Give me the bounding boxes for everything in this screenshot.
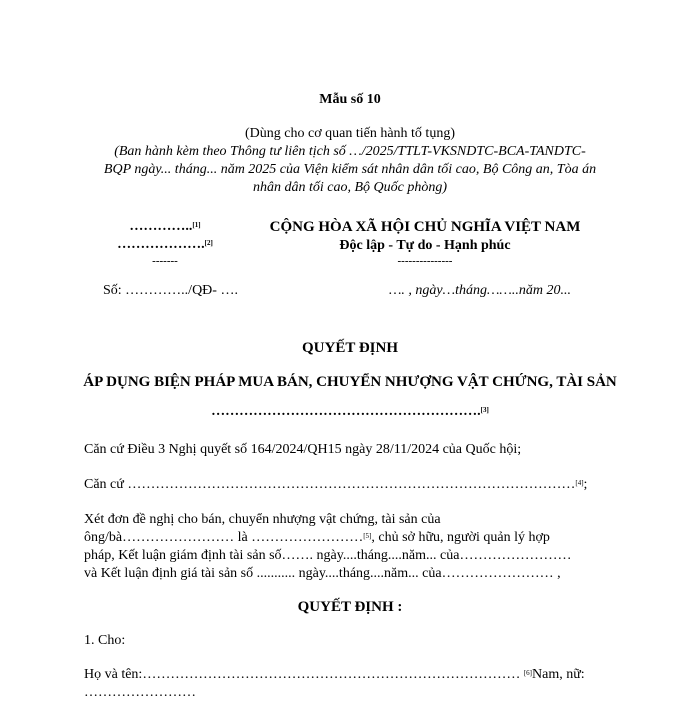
form-number: Mẫu số 10 [319, 92, 381, 107]
consider-line-1: Xét đơn đề nghị cho bán, chuyển nhượng vật chứng, tài sản của [84, 512, 441, 527]
subtitle-blank [0, 403, 700, 421]
consider-line-2 [84, 529, 550, 547]
name-line-tail: Nam, nữ: [532, 667, 585, 682]
issued-note-line: (Ban hành kèm theo Thông tư liên tịch số …/2025/TTLT-VKSNDTC-BCA-TANDTC- [114, 144, 586, 159]
consider-line-3: pháp, Kết luận giám định tài sản số……. ngày....tháng....năm... của…………………… [84, 548, 572, 563]
decision-title: QUYẾT ĐỊNH [302, 340, 398, 356]
name-line [84, 666, 585, 684]
date-line: …. , ngày…tháng……..năm 20... [388, 283, 571, 298]
footnote-ref: [1] [192, 221, 201, 229]
issued-note-line: nhân dân tối cao, Bộ Quốc phòng) [252, 180, 448, 195]
usage-note: (Dùng cho cơ quan tiến hành tố tụng) [245, 126, 455, 141]
name-line-2: …………………… [84, 685, 196, 700]
document-number: Số: …………../QĐ- …. [103, 283, 238, 298]
issued-note [50, 143, 650, 197]
legal-basis-2 [84, 476, 587, 494]
left-divider: ------- [152, 255, 178, 267]
issued-note-line: BQP ngày... tháng... năm 2025 của Viện kiểm sát nhân dân tối cao, Bộ Công an, Tòa án [103, 162, 597, 177]
national-motto: Độc lập - Tự do - Hạnh phúc [339, 238, 511, 253]
footnote-ref: [2] [204, 239, 213, 247]
decision-heading: QUYẾT ĐỊNH : [297, 599, 403, 615]
legal-basis-2-text: Căn cứ …………………………………………………………………………………… [84, 477, 576, 492]
agency-line-1 [95, 218, 235, 236]
name-line-text: Họ và tên:……………………………………………………………………… [84, 667, 524, 682]
subtitle-blank-text: …………………………………………………. [211, 404, 481, 419]
right-divider: --------------- [397, 255, 453, 267]
consider-line-4: và Kết luận định giá tài sản số ........... ngày....tháng....năm... của…………………… , [84, 566, 561, 581]
footnote-ref: [5] [363, 532, 372, 540]
agency-line-2-text: ………………. [117, 237, 205, 252]
legal-basis-1: Căn cứ Điều 3 Nghị quyết số 164/2024/QH15 ngày 28/11/2024 của Quốc hội; [84, 442, 522, 457]
nation-name: CỘNG HÒA XÃ HỘI CHỦ NGHĨA VIỆT NAM [269, 219, 581, 235]
consider-line-2-text: ông/bà…………………… là …………………… [84, 530, 364, 545]
footnote-ref: [4] [575, 479, 584, 487]
consider-line-2-tail: , chủ sở hữu, người quản lý hợp [371, 530, 550, 545]
decision-subtitle: ÁP DỤNG BIỆN PHÁP MUA BÁN, CHUYỂN NHƯỢNG VẬT CHỨNG, TÀI SẢN [83, 374, 617, 390]
item-1: 1. Cho: [84, 633, 126, 648]
footnote-ref: [6] [523, 669, 532, 677]
footnote-ref: [3] [480, 406, 489, 414]
agency-line-1-text: ………….. [129, 219, 193, 234]
legal-basis-2-tail: ; [583, 477, 588, 492]
